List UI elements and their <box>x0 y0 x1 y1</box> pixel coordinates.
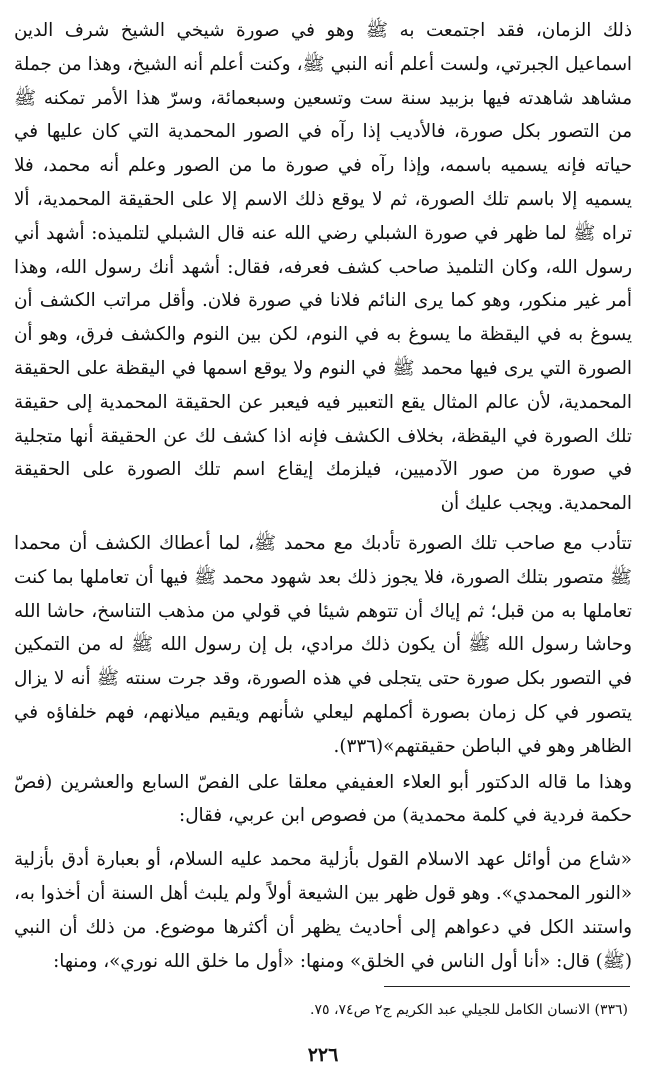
footnote: (٣٣٦) الانسان الكامل للجيلي عبد الكريم ج٢ ص٧٤، ٧٥. <box>310 1002 628 1018</box>
book-page <box>14 4 632 1076</box>
footnote-divider <box>384 986 630 987</box>
paragraph-1: ذلك الزمان، فقد اجتمعت به ﷺ وهو في صورة شيخي الشيخ شرف الدين اسماعيل الجبرتي، ولست أعلم أنه النبي ﷺ، وكنت أعلم أنه الشيخ، وهذا من جملة مشاهد شاهدته فيها بزبيد سنة ست وتسعين وسبعمائة، وسرّ هذا الأمر تمكنه ﷺ من التصور بكل صورة، فالأديب إذا رآه في الصور المحمدية التي كان عليها في حياته فإنه يسميه باسمه، وإذا رآه في صورة ما من الصور وعلم أنه محمد، فلا يسميه إلا باسم تلك الصورة، ثم لا يوقع ذلك الاسم إلا على الحقيقة المحمدية، ألا تراه ﷺ لما ظهر في صورة الشبلي رضي الله عنه قال الشبلي لتلميذه: أشهد أني رسول الله، وكان التلميذ صاحب كشف فعرفه، فقال: أشهد أنك رسول الله، وهذا أمر غير منكور، وهو كما يرى النائم فلانا في صورة فلان. وأقل مراتب الكشف أن يسوغ به في اليقظة ما يسوغ به في النوم، لكن بين النوم والكشف فرق، وهو أن الصورة التي يرى فيها محمد ﷺ في النوم ولا يوقع اسمها في اليقظة على الحقيقة المحمدية، لأن عالم المثال يقع التعبير فيه فيعبر عن الحقيقة المحمدية إلى حقيقة تلك الصورة في اليقظة، بخلاف الكشف فإنه اذا كشف لك عن الحقيقة أنها متجلية في صورة من صور الآدميين، فيلزمك إيقاع اسم تلك الصورة على الحقيقة المحمدية. ويجب عليك أن <box>14 20 632 515</box>
page-number: ٢٢٦ <box>307 1044 339 1066</box>
paragraph-3: وهذا ما قاله الدكتور أبو العلاء العفيفي معلقا على الفصّ السابع والعشرين (فصّ حكمة فردية في كلمة محمدية) من فصوص ابن عربي، فقال: <box>14 771 632 827</box>
paragraph-2: تتأدب مع صاحب تلك الصورة تأدبك مع محمد ﷺ، لما أعطاك الكشف أن محمدا ﷺ متصور بتلك الصورة، فلا يجوز ذلك بعد شهود محمد ﷺ فيها أن تعاملها بما كنت تعاملها به من قبل؛ ثم إياك أن تتوهم شيئا في قولي من مذهب التناسخ، حاشا الله وحاشا رسول الله ﷺ أن يكون ذلك مرادي، بل إن رسول الله ﷺ له من التمكين في التصور بكل صورة حتى يتجلى في هذه الصورة، وقد جرت سنته ﷺ أنه لا يزال يتصور في كل زمان بصورة أكملهم ليعلي شأنهم ويقيم ميلانهم، فهم خلفاؤه في الظاهر وهو في الباطن حقيقتهم»(٣٣٦). <box>14 532 632 757</box>
paragraph-4: «شاع من أوائل عهد الاسلام القول بأزلية محمد عليه السلام، أو بعبارة أدق بأزلية «النور المحمدي». وهو قول ظهر بين الشيعة أولاً ولم يلبث أهل السنة أن أخذوا به، واستند الكل في دعواهم إلى أحاديث يظهر أن أكثرها موضوع. من ذلك أن النبي (ﷺ) قال: «أنا أول الناس في الخلق» ومنها: «أول ما خلق الله نوري»، ومنها: <box>14 849 632 972</box>
